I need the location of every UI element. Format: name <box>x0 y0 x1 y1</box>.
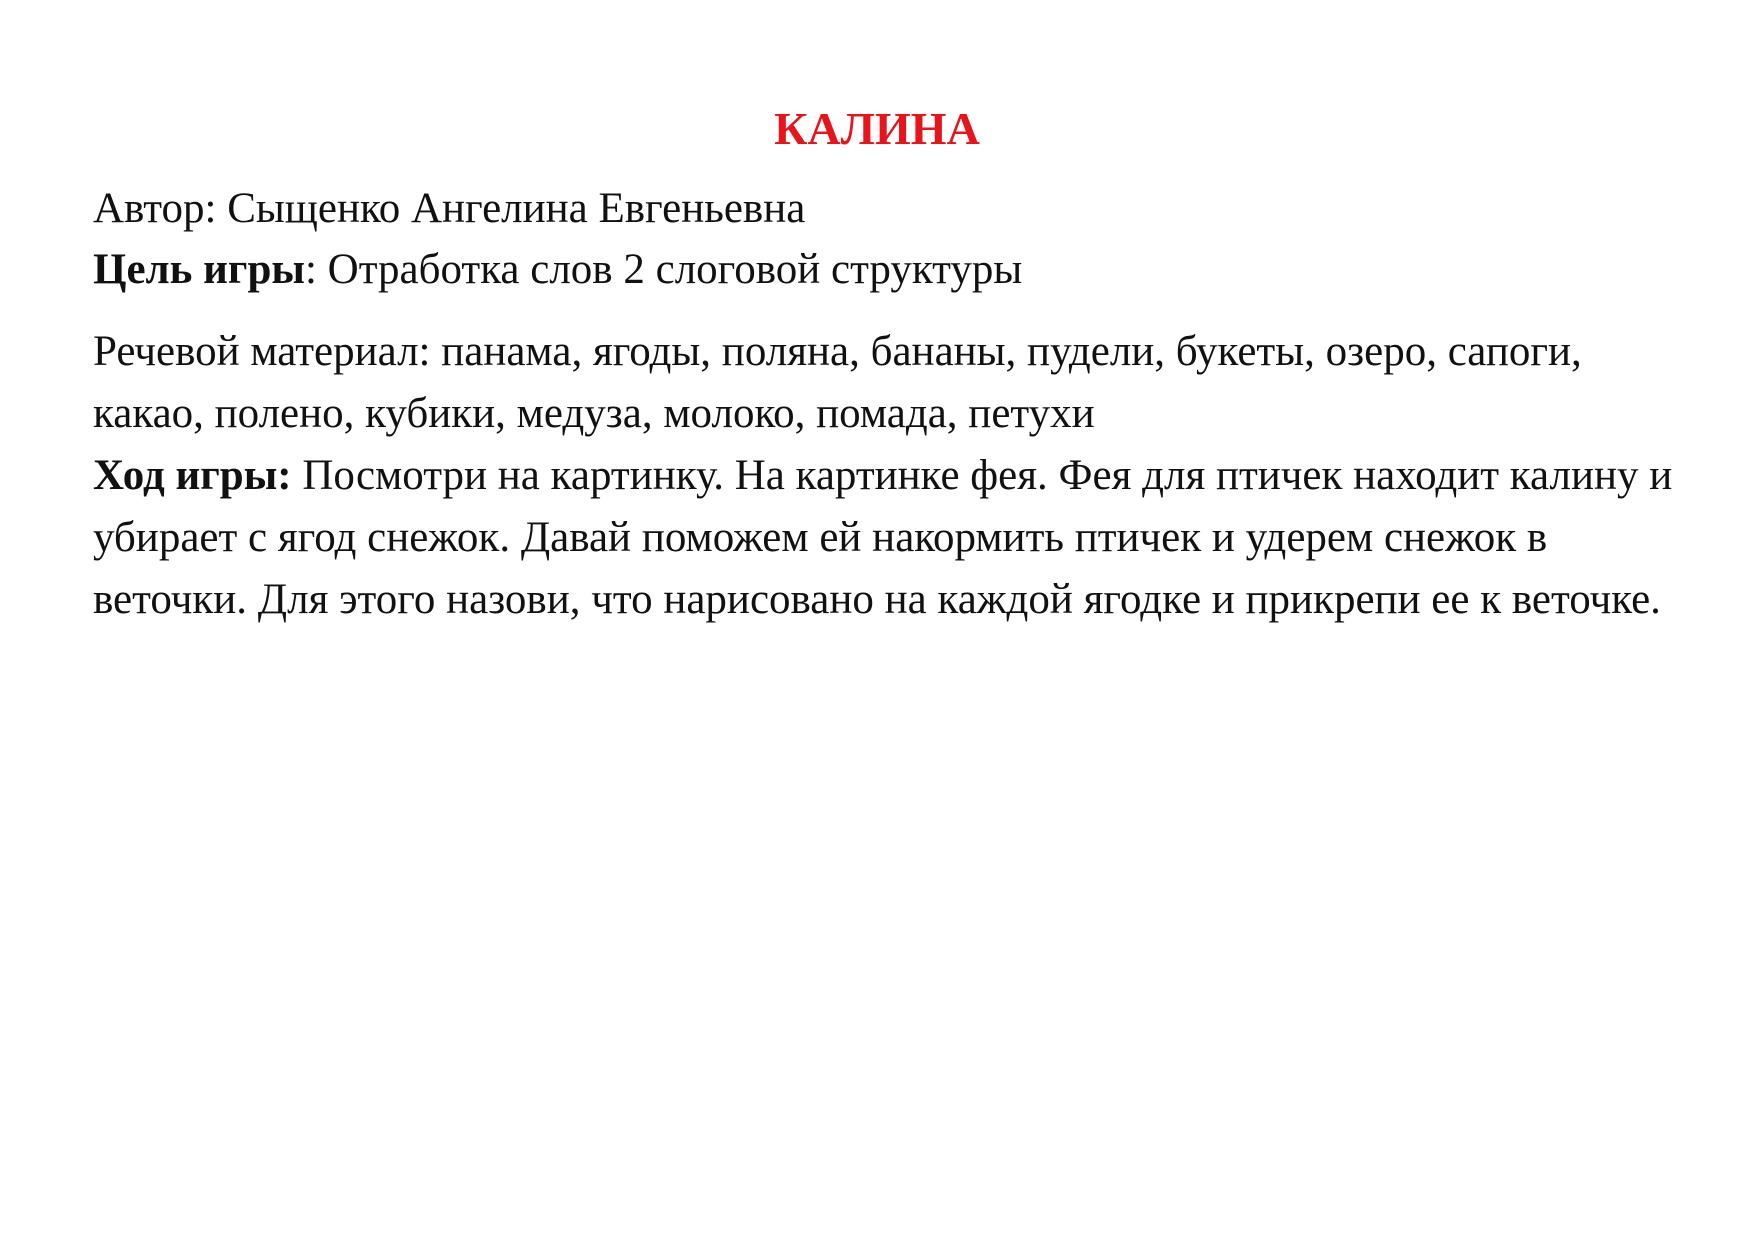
game-procedure-label: Ход игры: <box>93 452 292 499</box>
game-goal <box>93 245 1022 295</box>
game-goal-text: : Отработка слов 2 слоговой структуры <box>304 246 1023 293</box>
speech-material-text: Речевой материал: панама, ягоды, поляна, бананы, пудели, букеты, озеро, сапоги, какао, полено, кубики, медуза, молоко, помада, петухи <box>93 328 1582 437</box>
game-goal-label: Цель игры <box>93 246 305 293</box>
author-line: Автор: Сыщенко Ангелина Евгеньевна <box>93 185 806 232</box>
game-procedure-text: Посмотри на картинку. На картинке фея. Фея для птичек находит калину и убирает с ягод снежок. Давай поможем ей накормить птичек и удерем снежок в веточки. Для этого назови, что нарисовано на каждой ягодке и прикрепи ее к веточке. <box>93 452 1673 623</box>
document-title: КАЛИНА <box>774 103 980 154</box>
speech-material <box>93 321 1693 631</box>
